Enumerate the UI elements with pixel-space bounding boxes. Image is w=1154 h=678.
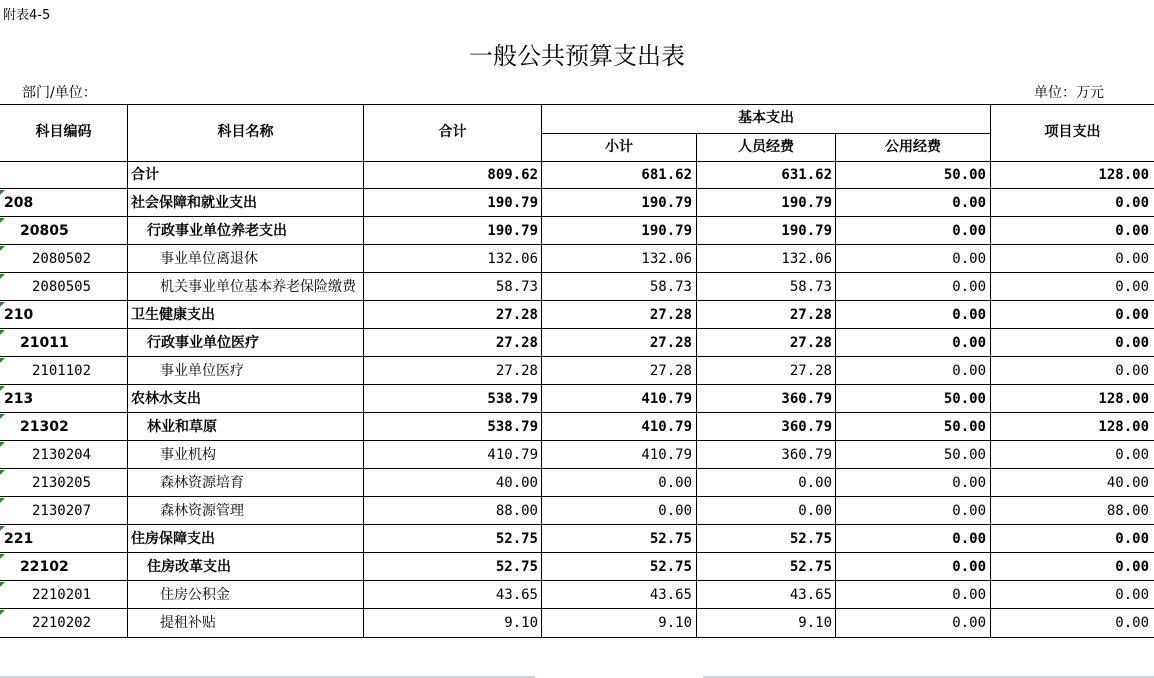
table-row — [0, 189, 1154, 217]
cell-code[interactable]: 2130207 — [32, 503, 92, 519]
table-row — [0, 413, 1154, 441]
cell-total[interactable]: 58.73 — [495, 279, 538, 295]
cell-marker-icon — [0, 358, 5, 363]
cell-marker-icon — [0, 246, 5, 251]
cell-project[interactable]: 0.00 — [1115, 307, 1149, 323]
cell-public[interactable]: 0.00 — [952, 335, 986, 351]
cell-personnel[interactable]: 190.79 — [781, 223, 832, 239]
cell-total[interactable]: 410.79 — [487, 447, 538, 463]
table-row — [0, 273, 1154, 301]
table-row — [0, 329, 1154, 357]
cell-personnel[interactable]: 27.28 — [789, 307, 832, 323]
cell-project[interactable]: 0.00 — [1115, 447, 1149, 463]
cell-project[interactable]: 0.00 — [1115, 279, 1149, 295]
cell-marker-icon — [0, 470, 5, 475]
cell-name[interactable]: 住房改革支出 — [147, 559, 231, 575]
cell-personnel[interactable]: 43.65 — [789, 587, 832, 603]
cell-marker-icon — [0, 442, 5, 447]
cell-name[interactable]: 事业机构 — [160, 447, 216, 463]
cell-public[interactable]: 0.00 — [952, 587, 986, 603]
cell-code[interactable]: 20805 — [20, 223, 69, 239]
table-row — [0, 301, 1154, 329]
cell-marker-icon — [0, 554, 5, 559]
cell-name[interactable]: 机关事业单位基本养老保险缴费 — [160, 279, 356, 295]
cell-code[interactable]: 210 — [4, 307, 34, 323]
cell-project[interactable]: 88.00 — [1106, 503, 1149, 519]
cell-name[interactable]: 行政事业单位医疗 — [147, 335, 259, 351]
cell-project[interactable]: 128.00 — [1098, 167, 1149, 183]
cell-total[interactable]: 43.65 — [495, 587, 538, 603]
cell-subtotal[interactable]: 27.28 — [649, 363, 692, 379]
cell-total[interactable]: 40.00 — [495, 475, 538, 491]
cell-subtotal[interactable]: 410.79 — [641, 391, 692, 407]
cell-project[interactable]: 0.00 — [1115, 363, 1149, 379]
cell-total[interactable]: 132.06 — [487, 251, 538, 267]
cell-public[interactable]: 50.00 — [943, 391, 986, 407]
cell-total[interactable]: 88.00 — [495, 503, 538, 519]
cell-total[interactable]: 9.10 — [504, 615, 538, 631]
cell-personnel[interactable]: 190.79 — [781, 195, 832, 211]
cell-personnel[interactable]: 9.10 — [798, 615, 832, 631]
cell-subtotal[interactable]: 410.79 — [641, 419, 692, 435]
cell-name[interactable]: 卫生健康支出 — [131, 307, 215, 323]
cell-marker-icon — [0, 274, 5, 279]
cell-personnel[interactable]: 631.62 — [781, 167, 832, 183]
cell-name[interactable]: 林业和草原 — [147, 419, 217, 435]
cell-public[interactable]: 50.00 — [943, 167, 986, 183]
table-row — [0, 217, 1154, 245]
cell-personnel[interactable]: 52.75 — [789, 559, 832, 575]
cell-public[interactable]: 0.00 — [952, 223, 986, 239]
cell-project[interactable]: 0.00 — [1115, 587, 1149, 603]
cell-public[interactable]: 0.00 — [952, 363, 986, 379]
cell-subtotal[interactable]: 681.62 — [641, 167, 692, 183]
table-row — [0, 609, 1154, 637]
cell-subtotal[interactable]: 52.75 — [649, 559, 692, 575]
cell-name[interactable]: 住房公积金 — [160, 587, 230, 603]
cell-name[interactable]: 住房保障支出 — [131, 531, 215, 547]
cell-public[interactable]: 50.00 — [943, 447, 986, 463]
cell-subtotal[interactable]: 0.00 — [658, 503, 692, 519]
cell-public[interactable]: 0.00 — [952, 307, 986, 323]
cell-total[interactable]: 538.79 — [487, 391, 538, 407]
cell-total[interactable]: 190.79 — [487, 223, 538, 239]
cell-code[interactable]: 2210202 — [32, 615, 92, 631]
cell-code[interactable]: 208 — [4, 195, 34, 211]
cell-public[interactable]: 50.00 — [943, 419, 986, 435]
cell-personnel[interactable]: 0.00 — [798, 503, 832, 519]
cell-code[interactable]: 21302 — [20, 419, 69, 435]
header-subtotal: 小计 — [605, 139, 633, 155]
cell-public[interactable]: 0.00 — [952, 251, 986, 267]
cell-marker-icon — [0, 414, 5, 419]
cell-subtotal[interactable]: 410.79 — [641, 447, 692, 463]
cell-code[interactable]: 2210201 — [32, 587, 92, 603]
cell-subtotal[interactable]: 27.28 — [649, 307, 692, 323]
cell-project[interactable]: 128.00 — [1098, 391, 1149, 407]
cell-public[interactable]: 0.00 — [952, 615, 986, 631]
table-row — [0, 469, 1154, 497]
cell-marker-icon — [0, 330, 5, 335]
cell-subtotal[interactable]: 52.75 — [649, 531, 692, 547]
table-row — [0, 245, 1154, 273]
cell-subtotal[interactable]: 58.73 — [649, 279, 692, 295]
unit-label: 单位：万元 — [1034, 85, 1104, 101]
cell-project[interactable]: 0.00 — [1115, 335, 1149, 351]
cell-personnel[interactable]: 27.28 — [789, 335, 832, 351]
cell-personnel[interactable]: 360.79 — [781, 447, 832, 463]
table-row — [0, 525, 1154, 553]
header-total: 合计 — [438, 124, 467, 140]
cell-project[interactable]: 0.00 — [1115, 251, 1149, 267]
cell-subtotal[interactable]: 132.06 — [641, 251, 692, 267]
cell-total[interactable]: 27.28 — [495, 307, 538, 323]
header-basic: 基本支出 — [738, 110, 794, 126]
cell-total[interactable]: 190.79 — [487, 195, 538, 211]
table-row — [0, 161, 1154, 189]
appendix-label: 附表4-5 — [3, 8, 51, 23]
cell-code[interactable]: 2080502 — [32, 251, 92, 267]
cell-project[interactable]: 0.00 — [1115, 531, 1149, 547]
cell-code[interactable] — [2, 161, 126, 189]
cell-personnel[interactable]: 52.75 — [789, 531, 832, 547]
table-row — [0, 357, 1154, 385]
cell-marker-icon — [0, 610, 5, 615]
cell-subtotal[interactable]: 190.79 — [641, 195, 692, 211]
cell-personnel[interactable]: 132.06 — [781, 251, 832, 267]
cell-name[interactable]: 事业单位离退休 — [160, 251, 258, 267]
cell-total[interactable]: 538.79 — [487, 419, 538, 435]
cell-subtotal[interactable]: 43.65 — [649, 587, 692, 603]
header-project: 项目支出 — [1044, 124, 1101, 140]
cell-project[interactable]: 0.00 — [1115, 195, 1149, 211]
cell-marker-icon — [0, 498, 5, 503]
table-row — [0, 497, 1154, 525]
cell-personnel[interactable]: 0.00 — [798, 475, 832, 491]
cell-code[interactable]: 2130205 — [32, 475, 92, 491]
table-row — [0, 441, 1154, 469]
cell-marker-icon — [0, 218, 5, 223]
table-row — [0, 553, 1154, 581]
cell-total[interactable]: 52.75 — [495, 559, 538, 575]
cell-personnel[interactable]: 58.73 — [789, 279, 832, 295]
cell-name[interactable]: 事业单位医疗 — [160, 363, 244, 379]
department-label: 部门/单位： — [22, 85, 97, 101]
cell-marker-icon — [0, 582, 5, 587]
cell-total[interactable]: 27.28 — [495, 363, 538, 379]
table-row — [0, 385, 1154, 413]
cell-code[interactable]: 2101102 — [32, 363, 92, 379]
cell-public[interactable]: 0.00 — [952, 195, 986, 211]
cell-public[interactable]: 0.00 — [952, 503, 986, 519]
page-title: 一般公共预算支出表 — [469, 42, 685, 70]
cell-code[interactable]: 22102 — [20, 559, 69, 575]
cell-subtotal[interactable]: 0.00 — [658, 475, 692, 491]
cell-personnel[interactable]: 27.28 — [789, 363, 832, 379]
cell-name[interactable]: 农林水支出 — [131, 391, 201, 407]
cell-total[interactable]: 27.28 — [495, 335, 538, 351]
cell-project[interactable]: 0.00 — [1115, 559, 1149, 575]
cell-code[interactable]: 21011 — [20, 335, 69, 351]
header-public: 公用经费 — [885, 139, 941, 155]
cell-public[interactable]: 0.00 — [952, 559, 986, 575]
cell-subtotal[interactable]: 9.10 — [658, 615, 692, 631]
cell-name[interactable]: 森林资源培育 — [160, 475, 244, 491]
cell-code[interactable]: 213 — [4, 391, 34, 407]
cell-name[interactable]: 森林资源管理 — [160, 503, 244, 519]
cell-personnel[interactable]: 360.79 — [781, 419, 832, 435]
cell-name[interactable]: 合计 — [131, 167, 159, 183]
cell-project[interactable]: 0.00 — [1115, 615, 1149, 631]
header-personnel: 人员经费 — [738, 139, 794, 155]
cell-project[interactable]: 0.00 — [1115, 223, 1149, 239]
cell-name[interactable]: 社会保障和就业支出 — [131, 195, 257, 211]
cell-public[interactable]: 0.00 — [952, 475, 986, 491]
cell-code[interactable]: 221 — [4, 531, 34, 547]
cell-total[interactable]: 52.75 — [495, 531, 538, 547]
cell-public[interactable]: 0.00 — [952, 279, 986, 295]
cell-subtotal[interactable]: 27.28 — [649, 335, 692, 351]
header-name: 科目名称 — [217, 124, 274, 140]
cell-public[interactable]: 0.00 — [952, 531, 986, 547]
cell-code[interactable]: 2080505 — [32, 279, 92, 295]
cell-project[interactable]: 40.00 — [1106, 475, 1149, 491]
cell-name[interactable]: 行政事业单位养老支出 — [147, 223, 287, 239]
cell-total[interactable]: 809.62 — [487, 167, 538, 183]
cell-subtotal[interactable]: 190.79 — [641, 223, 692, 239]
cell-project[interactable]: 128.00 — [1098, 419, 1149, 435]
cell-name[interactable]: 提租补贴 — [160, 615, 216, 631]
cell-code[interactable]: 2130204 — [32, 447, 92, 463]
header-code: 科目编码 — [35, 124, 92, 140]
table-row — [0, 581, 1154, 609]
cell-personnel[interactable]: 360.79 — [781, 391, 832, 407]
